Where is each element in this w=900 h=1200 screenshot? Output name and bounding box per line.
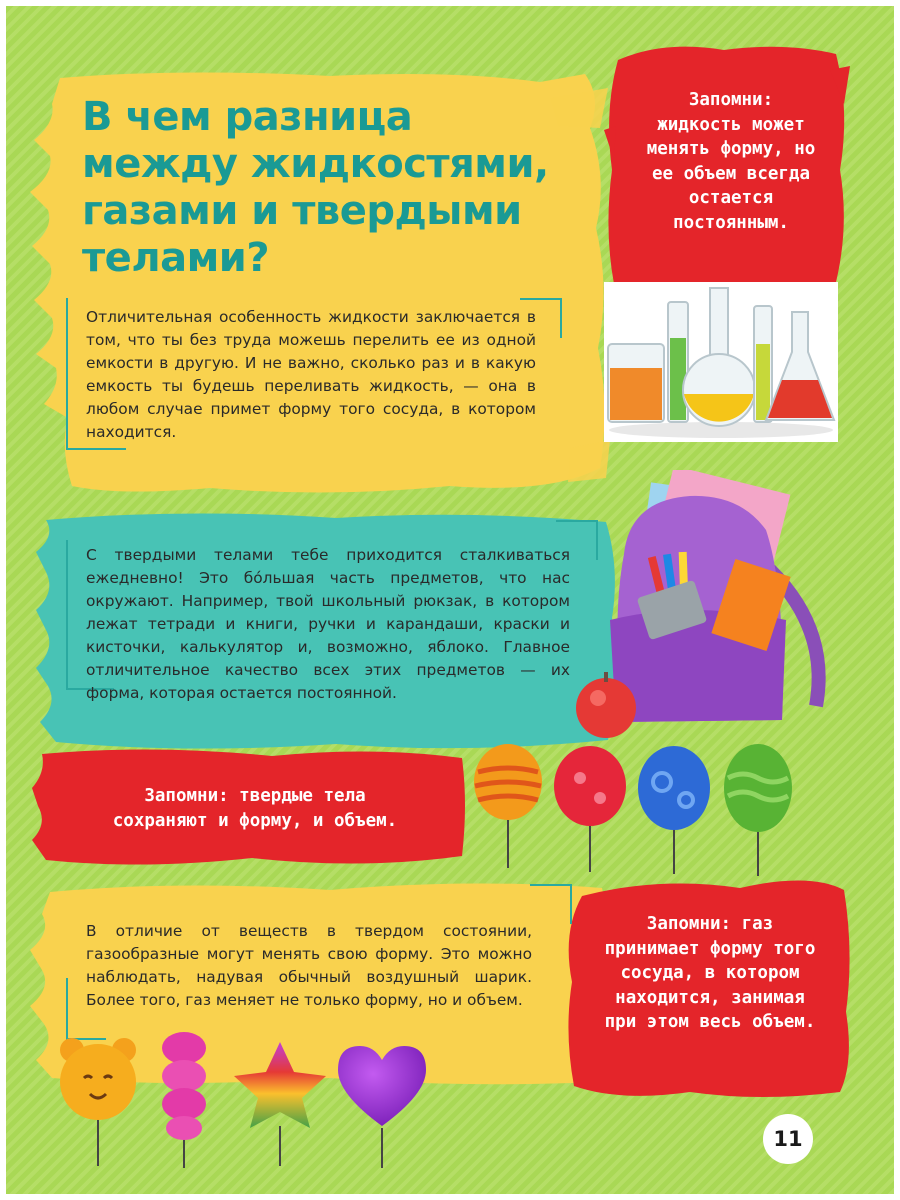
gas-note: Запомни: газ принимает форму того сосуда, в котором находится, занимая при этом весь объем.: [604, 914, 816, 1032]
solids-paragraph: С твердыми телами тебе приходится сталкиваться ежедневно! Это бо́льшая часть предметов, что нас окружают. Например, твой школьный рюкзак, в котором лежат тетради и книги, ручки и карандаши, краски и кисточки, калькулятор и, возможно, яблоко. Главное отличительное качество всех этих предметов — их форма, которая остается постоянной.: [86, 546, 570, 702]
backpack-illustration: [570, 470, 842, 740]
frame-line: [560, 298, 562, 338]
round-balloons-illustration: [466, 738, 802, 878]
page-title: В чем разница между жидкостями, газами и твердыми телами?: [82, 94, 549, 281]
frame-line: [66, 448, 126, 450]
lab-glassware-illustration: [604, 282, 838, 442]
liquids-paragraph: Отличительная особенность жидкости заключается в том, что ты без труда можешь перелить ее из одной емкости в другую. И не важно, сколько раз и в какую емкость ты будешь переливать жидкость, — она в любом случае примет форму того сосуда, в котором находится.: [86, 308, 536, 441]
liquid-note: Запомни: жидкость может менять форму, но ее объем всегда остается постоянным.: [646, 90, 816, 233]
gases-paragraph: В отличие от веществ в твердом состоянии, газообразные могут менять свою форму. Это можно наблюдать, надувая обычный воздушный шарик. Более того, газ меняет не только форму, но и объем.: [86, 922, 532, 1009]
frame-line: [570, 884, 572, 924]
frame-line: [530, 884, 572, 886]
frame-line: [66, 298, 68, 450]
frame-line: [66, 540, 68, 690]
shaped-balloons-illustration: [52, 1030, 442, 1170]
page-number: 11: [763, 1114, 813, 1164]
solid-note: Запомни: твердые тела сохраняют и форму, и объем.: [112, 786, 398, 831]
frame-line: [520, 298, 562, 300]
